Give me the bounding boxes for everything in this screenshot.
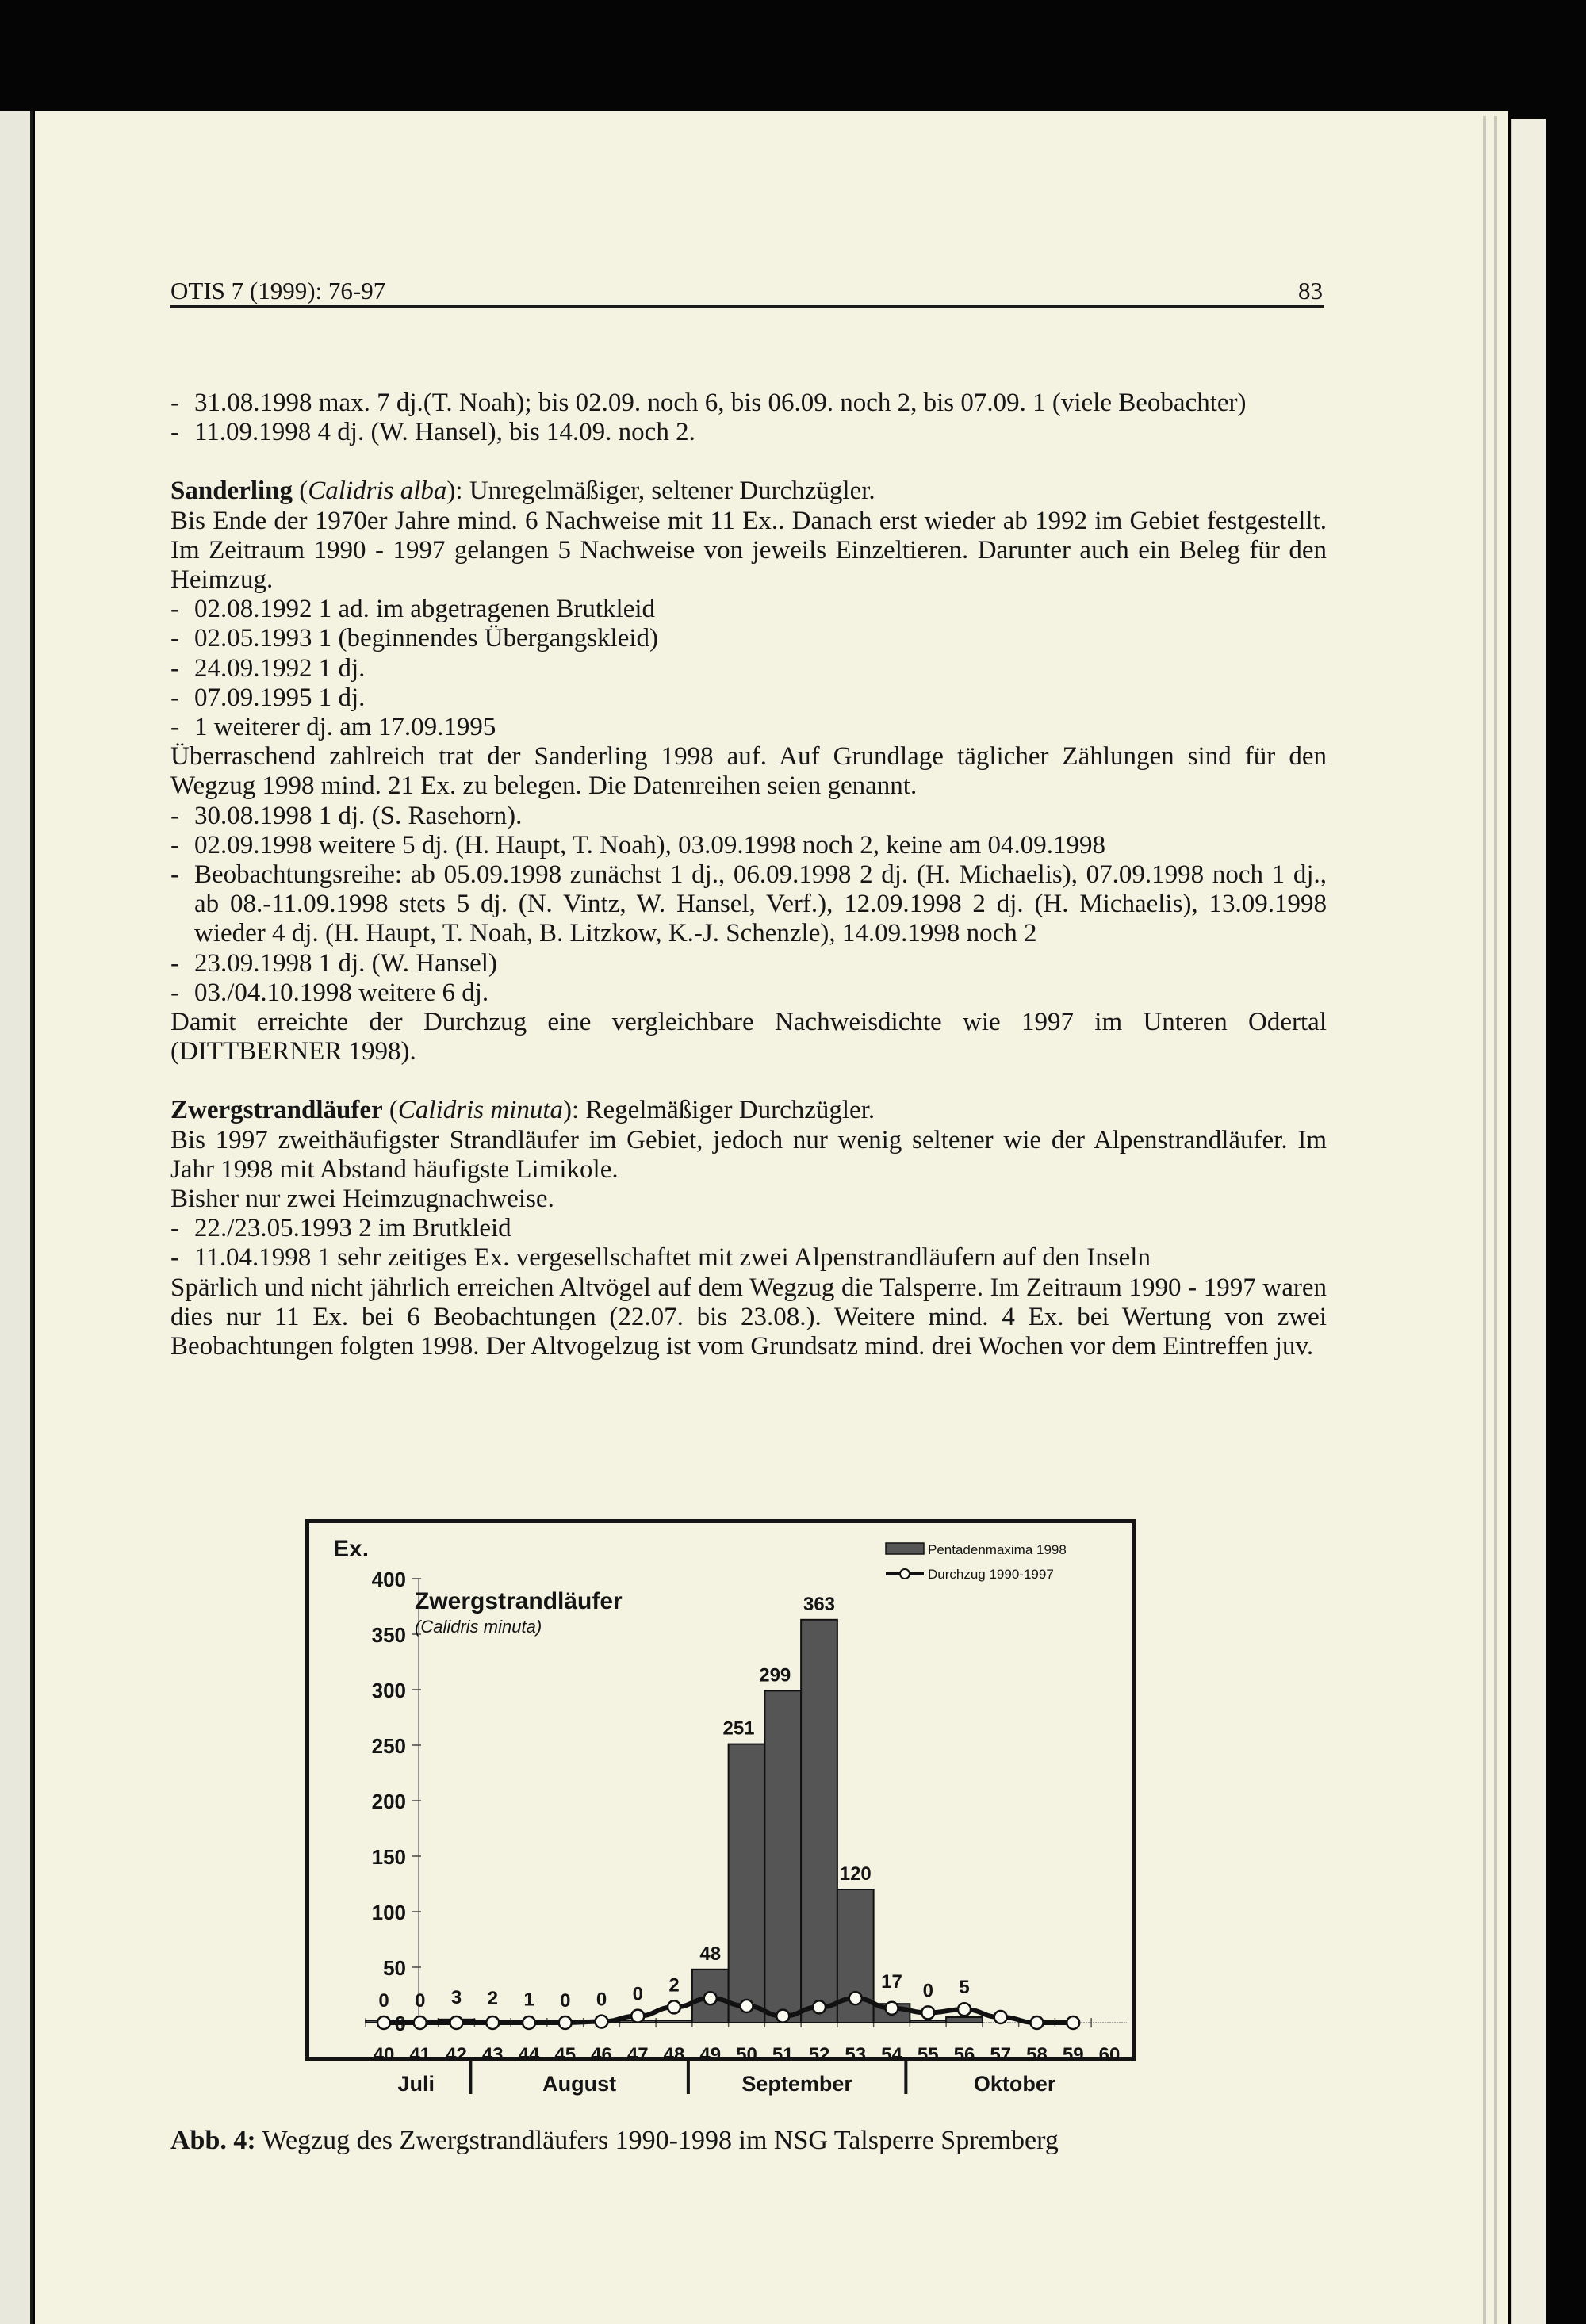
paragraph: Überraschend zahlreich trat der Sanderling 1998 auf. Auf Grundlage täglicher Zählungen sind für den Wegzug 1998 mind. 21 Ex. zu belegen. Die Datenreihen seien genannt. (170, 742, 1327, 801)
list-item-text: 1 weiterer dj. am 17.09.1995 (194, 713, 496, 742)
bar-value-label: 0 (415, 1990, 426, 2012)
line-marker (414, 2016, 427, 2029)
x-tick-label: 45 (554, 2044, 577, 2065)
x-tick-label: 43 (481, 2044, 504, 2065)
list-item: - 22./23.05.1993 2 im Brutkleid (170, 1214, 511, 1243)
bar (656, 2020, 692, 2023)
chart-subtitle: (Calidris minuta) (415, 1617, 542, 1637)
list-item-text: 31.08.1998 max. 7 dj.(T. Noah); bis 02.09. noch 6, bis 06.09. noch 2, bis 07.09. 1 (viele Beobachter) (194, 389, 1247, 417)
y-tick-label: 50 (383, 1956, 406, 1980)
legend-label-line: Durchzug 1990-1997 (928, 1567, 1054, 1582)
line-marker (631, 2010, 644, 2023)
species-status: : Regelmäßiger Durchzügler. (572, 1096, 875, 1125)
list-item: - 30.08.1998 1 dj. (S. Rasehorn). (170, 801, 523, 830)
x-tick-label: 58 (1026, 2044, 1048, 2065)
bar-value-label: 251 (722, 1717, 755, 1740)
page-stack-line (1483, 116, 1486, 2324)
line-marker (559, 2016, 572, 2029)
species-name: Zwergstrandläufer (170, 1096, 383, 1125)
bar (910, 2020, 946, 2023)
list-item-text: 22./23.05.1993 2 im Brutkleid (194, 1214, 511, 1243)
list-item: - 23.09.1998 1 dj. (W. Hansel) (170, 948, 497, 978)
chart-frame (305, 1519, 1136, 2065)
list-item: - 02.08.1992 1 ad. im abgetragenen Brutkleid (170, 595, 656, 624)
list-item-text: 03./04.10.1998 weitere 6 dj. (194, 978, 489, 1007)
list-item-text: 02.08.1992 1 ad. im abgetragenen Brutkleid (194, 595, 656, 624)
x-tick-label: 49 (699, 2044, 722, 2065)
page-right-edge (1511, 119, 1546, 2324)
facing-page-edge (0, 111, 33, 2324)
y-tick-label: 350 (371, 1623, 406, 1647)
list-item: - 24.09.1992 1 dj. (170, 653, 366, 683)
y-tick-label: 150 (371, 1845, 406, 1869)
x-tick-label: 47 (626, 2044, 649, 2065)
figure-caption (170, 2125, 1059, 2157)
bar-value-label: 17 (881, 1971, 902, 1993)
line-marker (1067, 2016, 1079, 2029)
paragraph: Bis Ende der 1970er Jahre mind. 6 Nachweise mit 11 Ex.. Danach erst wieder ab 1992 im Gebiet festgestellt. Im Zeitraum 1990 - 1997 gelangen 5 Nachweise von jeweils Einzeltieren. Darunter auch ein Beleg für den Heimzug. (170, 506, 1327, 595)
list-item: - 31.08.1998 max. 7 dj.(T. Noah); bis 02.09. noch 6, bis 06.09. noch 2, bis 07.09. 1 (viele Beobachter) (170, 389, 1247, 417)
line-marker (486, 2016, 499, 2029)
paragraph: Bis 1997 zweithäufigster Strandläufer im Gebiet, jedoch nur wenig seltener wie der Alpenstrandläufer. Im Jahr 1998 mit Abstand häufigste Limikole. (170, 1125, 1327, 1184)
chart (309, 1523, 1140, 2065)
figure-caption-text: Wegzug des Zwergstrandläufers 1990-1998 im NSG Talsperre Spremberg (255, 2126, 1059, 2155)
x-tick-label: 57 (990, 2044, 1012, 2065)
list-item: - 1 weiterer dj. am 17.09.1995 (170, 713, 496, 742)
species-latin: Calidris minuta (397, 1096, 564, 1125)
line-marker (921, 2006, 934, 2019)
x-tick-label: 41 (409, 2044, 431, 2065)
bar (946, 2017, 983, 2023)
x-tick-label: 55 (917, 2044, 939, 2065)
list-item: - 03./04.10.1998 weitere 6 dj. (170, 978, 489, 1007)
x-tick-label: 51 (772, 2044, 794, 2065)
chart-title: Zwergstrandläufer (415, 1588, 623, 1614)
line-marker (596, 2016, 608, 2028)
line-marker (994, 2011, 1007, 2023)
list-item: - 07.09.1995 1 dj. (170, 683, 366, 712)
y-tick-label: 400 (371, 1568, 406, 1591)
bar-value-label: 299 (759, 1664, 791, 1687)
bar (801, 1620, 837, 2023)
list-item-text: 02.09.1998 weitere 5 dj. (H. Haupt, T. Noah), 03.09.1998 noch 2, keine am 04.09.1998 (194, 830, 1105, 860)
bar-value-label: 0 (560, 1990, 571, 2012)
list-item-text: 23.09.1998 1 dj. (W. Hansel) (194, 948, 497, 978)
x-tick-label: 44 (518, 2044, 540, 2065)
bar-value-label: 0 (596, 1989, 607, 2011)
y-tick-label: 250 (371, 1734, 406, 1758)
y-axis-label: Ex. (333, 1536, 370, 1562)
bar-value-label: 5 (959, 1977, 970, 1999)
list-item-text: 07.09.1995 1 dj. (194, 683, 366, 712)
running-header (170, 274, 1324, 308)
month-label: Oktober (973, 2072, 1056, 2096)
list-item-text: Beobachtungsreihe: ab 05.09.1998 zunächst 1 dj., 06.09.1998 2 dj. (H. Michaelis), 07.09.1998 noch 1 dj., ab 08.-11.09.1998 stets 5 dj. (N. Vintz, W. Hansel, Verf.), 12.09.1998 2 dj. (H. Michaelis), 13.09.1998 wieder 4 dj. (H. Haupt, T. Noah, B. Litzkow, K.-J. Schenzle), 14.09.1998 noch 2 (194, 860, 1327, 948)
journal-citation: OTIS 7 (1999): 76-97 (170, 277, 386, 304)
bar-value-label: 3 (450, 1986, 462, 2008)
page-stack-line (1494, 116, 1497, 2324)
bar-value-label: 0 (378, 1990, 389, 2012)
bar-value-label: 48 (699, 1943, 722, 1965)
line-marker (523, 2016, 535, 2029)
line-marker (886, 2002, 898, 2015)
line-marker (958, 2003, 971, 2016)
x-tick-label: 50 (736, 2044, 757, 2065)
line-marker (377, 2016, 390, 2029)
list-item: - 02.05.1993 1 (beginnendes Übergangskleid) (170, 624, 659, 653)
bar-value-label: 120 (839, 1863, 872, 1885)
species-heading-sanderling: Sanderling (Calidris alba): Unregelmäßiger, seltener Durchzügler. (170, 477, 875, 506)
x-tick-label: 46 (591, 2044, 612, 2065)
line-marker (849, 1992, 862, 2004)
bar-value-label: 1 (523, 1989, 534, 2011)
list-item-text: 11.09.1998 4 dj. (W. Hansel), bis 14.09. noch 2. (194, 418, 695, 447)
bar (729, 1744, 765, 2023)
line-marker (450, 2016, 463, 2029)
line-marker (813, 2000, 826, 2013)
line-marker (776, 2010, 789, 2023)
paragraph: Spärlich und nicht jährlich erreichen Altvögel auf dem Wegzug die Talsperre. Im Zeitraum 1990 - 1997 waren dies nur 11 Ex. bei 6 Beobachtungen (22.07. bis 23.08.). Weitere mind. 4 Ex. bei Wertung von zwei Beobachtungen folgten 1998. Der Altvogelzug ist vom Grundsatz mind. drei Wochen vor dem Eintreffen juv. (170, 1273, 1327, 1361)
line-marker (1031, 2016, 1044, 2029)
paragraph: Bisher nur zwei Heimzugnachweise. (170, 1185, 554, 1214)
x-tick-label: 56 (953, 2044, 975, 2065)
x-tick-label: 40 (373, 2044, 395, 2065)
bar-value-label: 2 (487, 1988, 498, 2010)
x-tick-label: 54 (881, 2044, 902, 2065)
legend-swatch-marker (900, 1569, 910, 1579)
month-axis (305, 2061, 1136, 2124)
x-tick-label: 48 (663, 2044, 685, 2065)
paragraph: Damit erreichte der Durchzug eine vergleichbare Nachweisdichte wie 1997 im Unteren Odertal (DITTBERNER 1998). (170, 1008, 1327, 1066)
bar (764, 1690, 801, 2023)
list-item-text: 11.04.1998 1 sehr zeitiges Ex. vergesellschaftet mit zwei Alpenstrandläufern auf den Inseln (194, 1243, 1151, 1273)
list-item: - 11.04.1998 1 sehr zeitiges Ex. vergesellschaftet mit zwei Alpenstrandläufern auf den Inseln (170, 1243, 1151, 1273)
line-marker (704, 1992, 717, 2004)
list-item-text: 30.08.1998 1 dj. (S. Rasehorn). (194, 801, 523, 830)
month-label: Juli (397, 2072, 435, 2096)
line-marker (668, 2000, 680, 2013)
x-tick-label: 53 (845, 2044, 867, 2065)
species-heading-zwergstrandlaeufer: Zwergstrandläufer (Calidris minuta): Regelmäßiger Durchzügler. (170, 1096, 875, 1125)
line-marker (741, 2000, 753, 2012)
legend-label-bar: Pentadenmaxima 1998 (928, 1542, 1067, 1557)
bar-value-label: 0 (922, 1980, 933, 2002)
x-tick-label: 59 (1062, 2044, 1084, 2065)
bar-value-label: 363 (803, 1593, 836, 1615)
bar-value-label: 0 (632, 1983, 643, 2005)
species-latin: Calidris alba (308, 477, 447, 506)
month-label: September (741, 2072, 852, 2096)
body-text (170, 389, 1327, 1361)
x-tick-label: 42 (446, 2044, 467, 2065)
list-item-text: 02.05.1993 1 (beginnendes Übergangskleid) (194, 624, 659, 653)
list-item-text: 24.09.1992 1 dj. (194, 653, 366, 683)
month-label: August (542, 2072, 617, 2096)
x-tick-label: 52 (808, 2044, 830, 2065)
species-name: Sanderling (170, 477, 293, 506)
list-item: - 02.09.1998 weitere 5 dj. (H. Haupt, T. Noah), 03.09.1998 noch 2, keine am 04.09.1998 (170, 830, 1105, 860)
legend-swatch-bar (886, 1543, 924, 1554)
list-item: - 11.09.1998 4 dj. (W. Hansel), bis 14.09. noch 2. (170, 418, 695, 447)
y-tick-label: 100 (371, 1901, 406, 1924)
y-tick-label: 300 (371, 1679, 406, 1702)
y-tick-label: 200 (371, 1790, 406, 1813)
page-number: 83 (1298, 277, 1323, 304)
list-item: - Beobachtungsreihe: ab 05.09.1998 zunächst 1 dj., 06.09.1998 2 dj. (H. Michaelis), 07.09.1998 noch 1 dj., ab 08.-11.09.1998 stets 5 dj. (N. Vintz, W. Hansel, Verf.), 12.09.1998 2 dj. (H. Michaelis), 13.09.1998 wieder 4 dj. (H. Haupt, T. Noah, B. Litzkow, K.-J. Schenzle), 14.09.1998 noch 2 (170, 860, 1327, 948)
x-tick-label: 60 (1098, 2044, 1121, 2065)
figure-label: Abb. 4: (170, 2126, 256, 2155)
bar-value-label: 2 (668, 1974, 680, 1997)
species-status: : Unregelmäßiger, seltener Durchzügler. (455, 477, 875, 506)
